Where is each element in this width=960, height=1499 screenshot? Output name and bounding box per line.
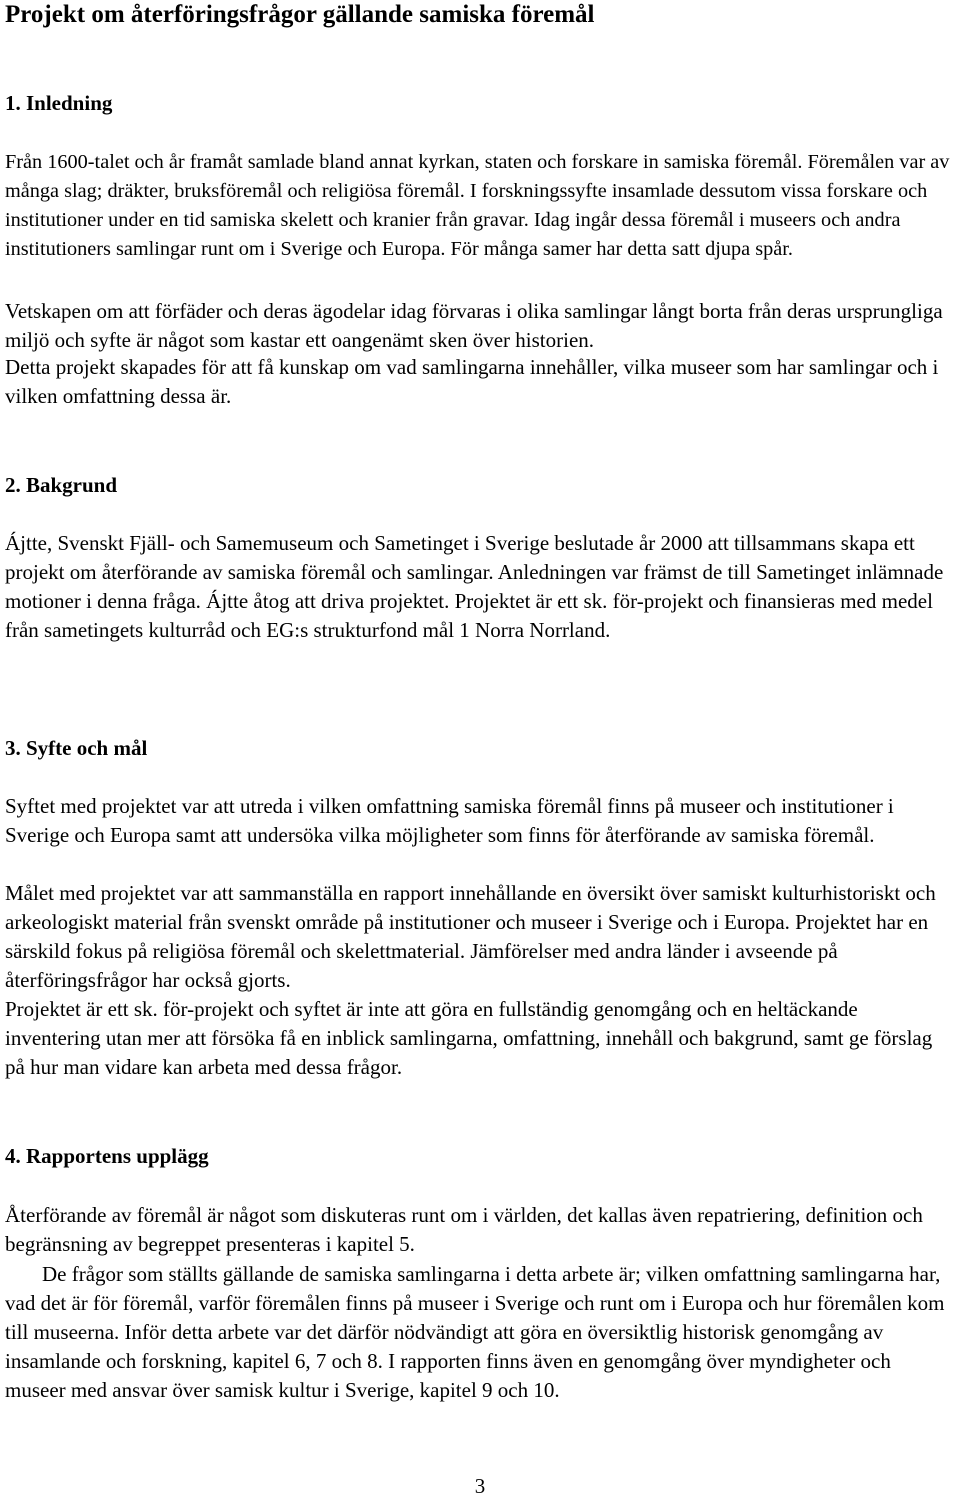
section-heading-inledning: 1. Inledning [5,91,113,115]
paragraph: Projektet är ett sk. för-projekt och syftet är inte att göra en fullständig genomgång och en heltäckande inventering utan mer att försöka få en inblick samlingarna, omfattning, innehåll och bakgrund, samt ge förslag på hur man vidare kan arbeta med dessa frågor. [5,997,933,1079]
paragraph: Vetskapen om att förfäder och deras ägodelar idag förvaras i olika samlingar långt borta från deras ursprungliga miljö och syfte är något som kastar ett oangenämt sken över historien. [5,299,943,352]
paragraph: Ájtte, Svenskt Fjäll- och Samemuseum och Sametinget i Sverige beslutade år 2000 att tillsammans skapa ett projekt om återförande av samiska föremål och samlingar. Anledningen var främst de till Sametinget inlämnade motioner i denna fråga. Ájtte åtog att driva projektet. Projektet är ett sk. för-projekt och finansieras med medel från sametingets kulturråd och EG:s strukturfond mål 1 Norra Norrland. [5,531,944,642]
section-heading-syfte-och-mal: 3. Syfte och mål [5,736,148,760]
document-title: Projekt om återföringsfrågor gällande samiska föremål [5,1,595,28]
page-number: 3 [474,1474,486,1498]
paragraph: Målet med projektet var att sammanställa en rapport innehållande en översikt över samiskt kulturhistoriskt och arkeologiskt material från svenskt område på institutioner och museer i Sverige och i Europa. Projektet har en särskild fokus på religiösa föremål och skelettmaterial. Jämförelser med andra länder i avseende på återföringsfrågor har också gjorts. [5,881,936,992]
paragraph: De frågor som ställts gällande de samiska samlingarna i detta arbete är; vilken omfattning samlingarna har, vad det är för föremål, varför föremålen finns på museer i Sverige och runt om i Europa och hur föremålen kom till museerna. Inför detta arbete var det därför nödvändigt att göra en översiktlig historisk genomgång av insamlande och forskning, kapitel 6, 7 och 8. I rapporten finns även en genomgång över myndigheter och museer med ansvar över samisk kultur i Sverige, kapitel 9 och 10. [5,1262,945,1402]
paragraph: Återförande av föremål är något som diskuteras runt om i världen, det kallas även repatriering, definition och begränsning av begreppet presenteras i kapitel 5. [5,1203,923,1256]
paragraph: Syftet med projektet var att utreda i vilken omfattning samiska föremål finns på museer och institutioner i Sverige och Europa samt att undersöka vilka möjligheter som finns för återförande av samiska föremål. [5,794,894,847]
paragraph: Från 1600-talet och år framåt samlade bland annat kyrkan, staten och forskare in samiska föremål. Föremålen var av många slag; dräkter, bruksföremål och religiösa föremål. I forskningssyfte insamlade dessutom vissa forskare och institutioner under en tid samiska skelett och kranier från gravar. Idag ingår dessa föremål i museers och andra institutioners samlingar runt om i Sverige och Europa. För många samer har detta satt djupa spår. [5,151,950,260]
section-heading-rapportens-upplagg: 4. Rapportens upplägg [5,1144,209,1168]
section-heading-bakgrund: 2. Bakgrund [5,473,118,497]
paragraph: Detta projekt skapades för att få kunskap om vad samlingarna innehåller, vilka museer som har samlingar och i vilken omfattning dessa är. [5,355,939,408]
